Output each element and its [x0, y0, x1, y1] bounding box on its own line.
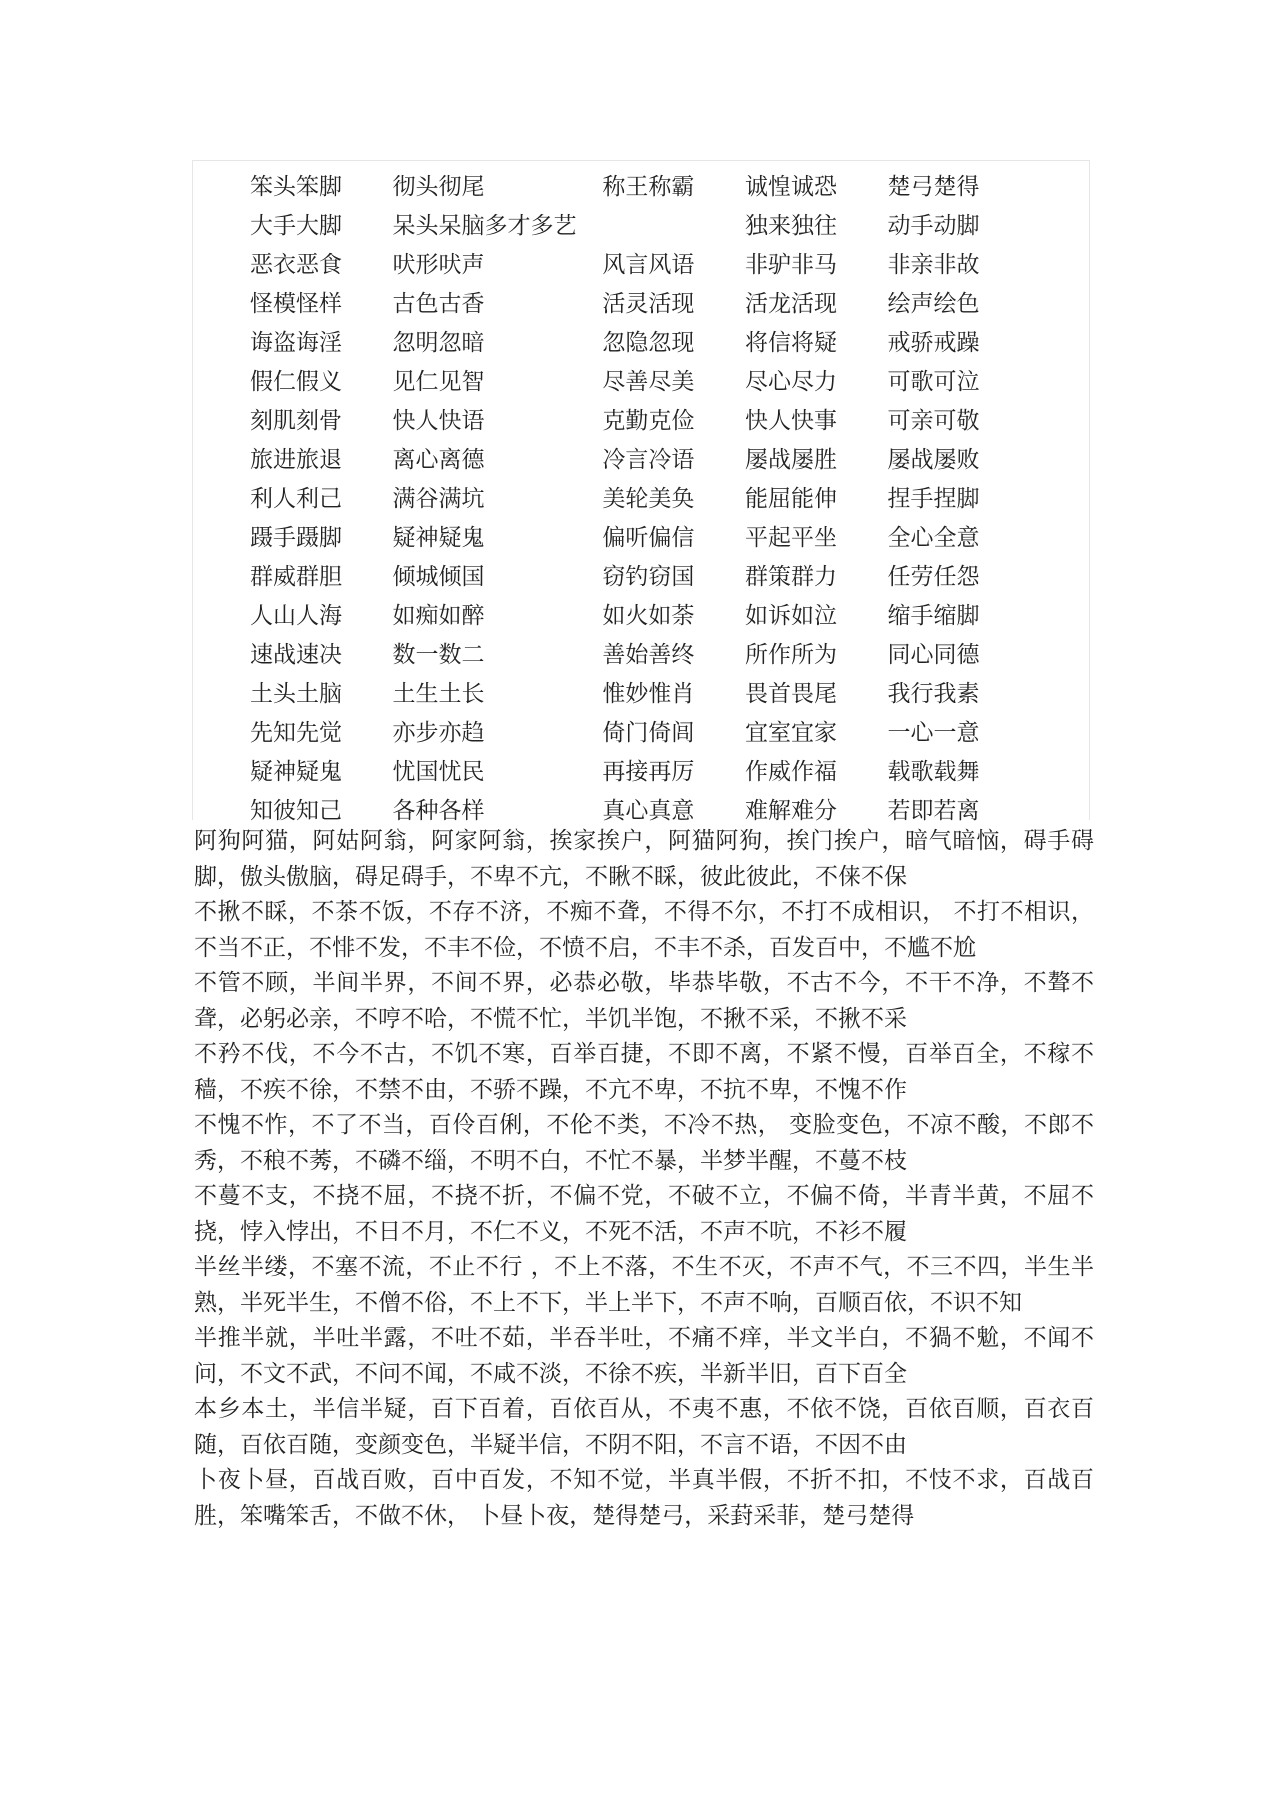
- idiom-cell: 如诉如泣: [744, 603, 837, 629]
- idiom-cell: 先知先觉: [250, 720, 342, 746]
- idiom-cell: 尽善尽美: [602, 369, 695, 395]
- idiom-cell: 假仁假义: [250, 369, 342, 395]
- idiom-cell: 利人利己: [250, 486, 342, 512]
- idiom-paragraph: 半丝半缕，不塞不流，不止不行 ，不上不落，不生不灭，不声不气，不三不四，半生半熟，半死半生，不僧不俗，不上不下，半上半下，不声不响，百顺百依，不识不知: [194, 1254, 1094, 1316]
- idiom-paragraph: 不管不顾，半间半界，不间不界，必恭必敬，毕恭毕敬，不古不今，不干不净，不聱不聋，必躬必亲，不哼不哈，不慌不忙，半饥半饱，不揪不采，不揪不采: [194, 970, 1094, 1032]
- idiom-cell: 快人快事: [744, 408, 837, 434]
- idiom-row: [250, 480, 1070, 519]
- idiom-row: [250, 558, 1070, 597]
- idiom-cell: 笨头笨脚: [250, 174, 342, 200]
- idiom-cell: 窃钓窃国: [602, 564, 695, 590]
- idiom-cell: 蹑手蹑脚: [250, 525, 342, 551]
- idiom-row: [250, 207, 1070, 246]
- idiom-cell: 克勤克俭: [602, 408, 695, 434]
- idiom-row: [250, 402, 1070, 441]
- idiom-row: [250, 675, 1070, 714]
- idiom-cell: 倾城倾国: [392, 564, 485, 590]
- idiom-cell: 宜室宜家: [744, 720, 837, 746]
- idiom-cell: 亦步亦趋: [392, 720, 485, 746]
- idiom-row: [250, 363, 1070, 402]
- idiom-cell: 同心同德: [887, 642, 980, 668]
- idiom-cell: 古色古香: [392, 291, 485, 317]
- idiom-cell: 数一数二: [392, 642, 485, 668]
- idiom-cell: 所作所为: [744, 642, 837, 668]
- idiom-cell: 知彼知己: [250, 798, 342, 824]
- idiom-cell: 忧国忧民: [392, 759, 485, 785]
- idiom-cell: 速战速决: [250, 642, 342, 668]
- idiom-cell: 离心离德: [392, 447, 485, 473]
- idiom-paragraph: 不矜不伐，不今不古，不饥不寒，百举百捷，不即不离，不紧不慢，百举百全，不稼不穑，不疾不徐，不禁不由，不骄不躁，不亢不卑，不抗不卑，不愧不作: [194, 1041, 1094, 1103]
- idiom-cell: 活龙活现: [744, 291, 837, 317]
- idiom-row: [250, 753, 1070, 792]
- idiom-cell: 称王称霸: [602, 174, 695, 200]
- idiom-cell: 忽明忽暗: [392, 330, 485, 356]
- idiom-cell: 土生土长: [392, 681, 485, 707]
- idiom-cell: 刻肌刻骨: [250, 408, 342, 434]
- idiom-cell: 各种各样: [392, 798, 485, 824]
- idiom-cell: 缩手缩脚: [887, 603, 980, 629]
- idiom-cell: 绘声绘色: [887, 291, 980, 317]
- idiom-cell: 将信将疑: [744, 330, 837, 356]
- idiom-cell: 疑神疑鬼: [392, 525, 485, 551]
- idiom-cell: 快人快语: [392, 408, 485, 434]
- idiom-cell: 楚弓楚得: [887, 174, 980, 200]
- idiom-row: [250, 714, 1070, 753]
- idiom-row: [250, 168, 1070, 207]
- idiom-cell: 可歌可泣: [887, 369, 980, 395]
- idiom-cell: 动手动脚: [887, 213, 980, 239]
- idiom-paragraph: 半推半就，半吐半露，不吐不茹，半吞半吐，不痛不痒，半文半白，不猧不魀，不闻不问，不文不武，不问不闻，不咸不淡，不徐不疾，半新半旧，百下百全: [194, 1325, 1094, 1387]
- idiom-row: [250, 636, 1070, 675]
- idiom-cell: 善始善终: [602, 642, 695, 668]
- idiom-cell: 屡战屡胜: [744, 447, 837, 473]
- idiom-table-body: [250, 168, 1070, 831]
- idiom-paragraph: 不揪不睬，不茶不饭，不存不济，不痴不聋，不得不尔，不打不成相识， 不打不相识，不当不正，不悱不发，不丰不俭，不愤不启，不丰不杀，百发百中，不尴不尬: [194, 899, 1094, 961]
- idiom-cell: 活灵活现: [602, 291, 695, 317]
- idiom-cell: 忽隐忽现: [602, 330, 695, 356]
- idiom-cell: 惟妙惟肖: [602, 681, 695, 707]
- idiom-cell: 土头土脑: [250, 681, 342, 707]
- idiom-cell: 戒骄戒躁: [887, 330, 980, 356]
- idiom-cell: 呆头呆脑多才多艺: [392, 213, 577, 239]
- idiom-cell: 诲盗诲淫: [250, 330, 342, 356]
- idiom-cell: 尽心尽力: [744, 369, 837, 395]
- idiom-cell: 人山人海: [250, 603, 342, 629]
- idiom-cell: 畏首畏尾: [744, 681, 837, 707]
- idiom-cell: 如痴如醉: [392, 603, 485, 629]
- idiom-cell: 见仁见智: [392, 369, 485, 395]
- idiom-cell: 恶衣恶食: [250, 252, 342, 278]
- idiom-table: [250, 168, 1070, 831]
- idiom-cell: 疑神疑鬼: [250, 759, 342, 785]
- idiom-cell: 诚惶诚恐: [744, 174, 837, 200]
- idiom-cell: 满谷满坑: [392, 486, 485, 512]
- idiom-row: [250, 441, 1070, 480]
- idiom-cell: 平起平坐: [744, 525, 837, 551]
- idiom-cell: 旅进旅退: [250, 447, 342, 473]
- idiom-cell: 群威群胆: [250, 564, 342, 590]
- idiom-cell: 我行我素: [887, 681, 980, 707]
- idiom-paragraph: 本乡本土，半信半疑，百下百着，百依百从，不夷不惠，不依不饶，百依百顺，百衣百随，百依百随，变颜变色，半疑半信，不阴不阳，不言不语，不因不由: [194, 1396, 1094, 1458]
- idiom-cell: 能屈能伸: [744, 486, 837, 512]
- idiom-cell: 可亲可敬: [887, 408, 980, 434]
- idiom-cell: 大手大脚: [250, 213, 342, 239]
- idiom-cell: 载歌载舞: [887, 759, 980, 785]
- idiom-cell: 吠形吠声: [392, 252, 485, 278]
- idiom-cell: 如火如荼: [602, 603, 695, 629]
- idiom-cell: 偏听偏信: [602, 525, 695, 551]
- idiom-paragraph: 不愧不怍，不了不当，百伶百俐，不伦不类，不冷不热， 变脸变色，不凉不酸，不郎不秀，不稂不莠，不磷不缁，不明不白，不忙不暴，半梦半醒，不蔓不枝: [194, 1112, 1094, 1174]
- idiom-row: [250, 324, 1070, 363]
- idiom-cell: 全心全意: [887, 525, 980, 551]
- idiom-paragraph: 不蔓不支，不挠不屈，不挠不折，不偏不党，不破不立，不偏不倚，半青半黄，不屈不挠，悖入悖出，不日不月，不仁不义，不死不活，不声不吭，不衫不履: [194, 1183, 1094, 1245]
- idiom-row: [250, 519, 1070, 558]
- idiom-cell: 若即若离: [887, 798, 980, 824]
- idiom-cell: 彻头彻尾: [392, 174, 485, 200]
- idiom-cell: 真心真意: [602, 798, 695, 824]
- idiom-cell: 一心一意: [887, 720, 980, 746]
- idiom-cell: 作威作福: [744, 759, 837, 785]
- idiom-cell: 非驴非马: [744, 252, 837, 278]
- idiom-cell: 独来独往: [744, 213, 837, 239]
- idiom-paragraphs: [194, 824, 1094, 1534]
- idiom-cell: 倚门倚闾: [602, 720, 695, 746]
- idiom-cell: [602, 207, 745, 246]
- idiom-cell: 任劳任怨: [887, 564, 980, 590]
- idiom-cell: 再接再厉: [602, 759, 695, 785]
- idiom-paragraph: 阿狗阿猫，阿姑阿翁，阿家阿翁，挨家挨户，阿猫阿狗，挨门挨户，暗气暗恼，碍手碍脚，傲头傲脑，碍足碍手，不卑不亢，不瞅不睬，彼此彼此，不俫不保: [194, 828, 1094, 890]
- idiom-cell: 冷言冷语: [602, 447, 695, 473]
- idiom-cell: 风言风语: [602, 252, 695, 278]
- idiom-cell: 群策群力: [744, 564, 837, 590]
- idiom-cell: 怪模怪样: [250, 291, 342, 317]
- idiom-row: [250, 246, 1070, 285]
- idiom-cell: 难解难分: [744, 798, 837, 824]
- idiom-cell: 非亲非故: [887, 252, 980, 278]
- idiom-paragraph: 卜夜卜昼，百战百败，百中百发，不知不觉，半真半假，不折不扣，不忮不求，百战百胜，笨嘴笨舌，不做不休， 卜昼卜夜，楚得楚弓，采葑采菲，楚弓楚得: [194, 1467, 1094, 1529]
- idiom-row: [250, 285, 1070, 324]
- idiom-cell: 美轮美奂: [602, 486, 695, 512]
- idiom-cell: 屡战屡败: [887, 447, 980, 473]
- idiom-cell: 捏手捏脚: [887, 486, 980, 512]
- idiom-row: [250, 597, 1070, 636]
